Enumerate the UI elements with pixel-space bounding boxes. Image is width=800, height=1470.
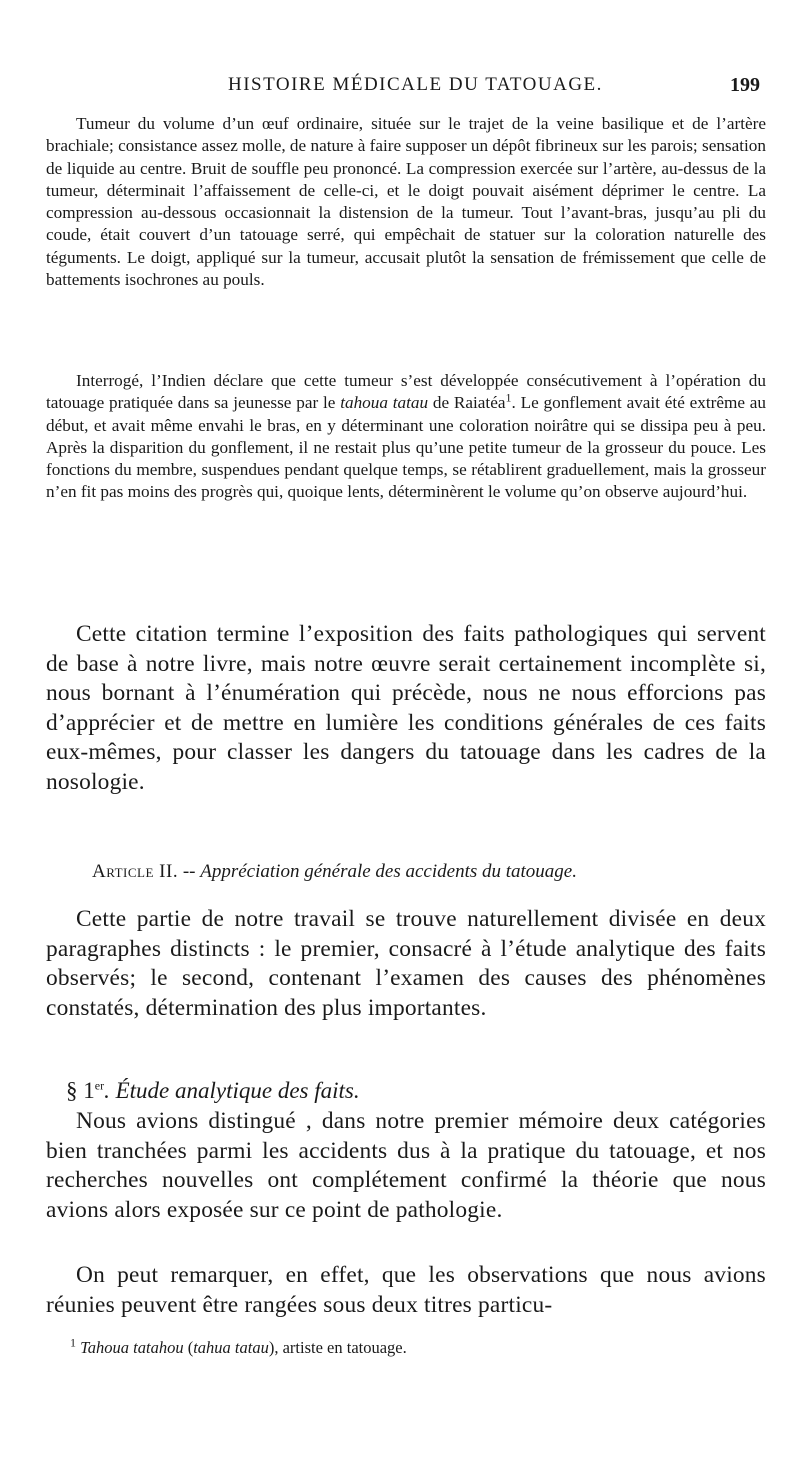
running-title: HISTOIRE MÉDICALE DU TATOUAGE. [228,74,603,95]
running-head [0,74,800,98]
section-label: Article II. [92,861,179,882]
body-paragraph-categories: Nous avions distingué , dans notre premier mémoire deux catégories bien tranchées parmi les accidents dus à la pratique du tatouage, et nos recherches nouvelles ont complétement confirmé la théorie que nous avions alors exposée sur ce point de pathologie. [46,1108,766,1223]
body-paragraph-citation: Cette citation termine l’exposition des faits pathologiques qui servent de base à notre livre, mais notre œuvre serait certainement incomplète si, nous bornant à l’énumération qui précède, nous ne nous efforcions pas d’apprécier et de mettre en lumière les conditions générales de ces faits eux-mêmes, pour classer les dangers du tatouage dans les cadres de la nosologie. [46,621,766,795]
footnote-italic-2: tahua tatau [193,1338,269,1357]
footnote-italic-1: Tahoua tatahou [80,1338,184,1357]
paragraph-2-italic-term: tahoua tatau [340,393,429,413]
footnote-reference: 1 [505,390,512,405]
footnote [70,1335,407,1358]
footnote-number: 1 [70,1335,76,1350]
footnote-middle: ( [183,1338,194,1357]
subsection-mark-sup: er [94,1078,105,1093]
section-title: Appréciation générale des accidents du tatouage. [200,861,577,882]
page-number: 199 [730,74,760,96]
observation-paragraph-2 [46,370,766,504]
subsection-mark: § 1 [66,1078,95,1103]
body-paragraph-observations: On peut remarquer, en effet, que les observations que nous avions réunies peuvent être rangées sous deux titres particu- [46,1262,766,1318]
observation-paragraph-1: Tumeur du volume d’un œuf ordinaire, située sur le trajet de la veine basilique et de l’artère brachiale; consistance assez molle, de nature à faire supposer un dépôt fibrineux sur les parois; sensation de liquide au centre. Bruit de souffle peu prononcé. La compression exercée sur l’artère, au-dessus de la tumeur, déterminait l’affaissement de celle-ci, et le doigt pouvait aisément déprimer le centre. La compression au-dessous occasionnait la distension de la tumeur. Tout l’avant-bras, jusqu’au pli du coude, était couvert d’un tatouage serré, qui empêchait de statuer sur la coloration naturelle des téguments. Le doigt, appliqué sur la tumeur, accusait plutôt la sensation de frémissement que celle de battements isochrones au pouls. [46,114,766,290]
paragraph-2-part-1: Interrogé, l’Indien déclare que cette tumeur s’est développée consécutivement à l’opération du tatouage pratiquée dans sa jeunesse par le [46,371,766,413]
subsection-heading [66,1078,360,1104]
body-paragraph-division: Cette partie de notre travail se trouve naturellement divisée en deux paragraphes distincts : le premier, consacré à l’étude analytique des faits observés; le second, contenant l’examen des causes des phénomènes constatés, détermination des plus importantes. [46,906,766,1021]
footnote-end: ), artiste en tatouage. [268,1338,407,1357]
paragraph-2-part-2: de Raiatéa [428,393,506,413]
paragraph-2-part-3: . Le gonflement avait été extrême au début, et avait même envahi le bras, en y déterminant une coloration noirâtre qui se dissipa peu à peu. Après la disparition du gonflement, il ne restait plus qu’une petite tumeur de la grosseur du pouce. Les fonctions du membre, suspendues pendant quelque temps, se rétablirent graduellement, mais la grosseur n’en fit pas moins des progrès qui, quoique lents, déterminèrent le volume qu’on observe aujourd’hui. [46,393,767,502]
section-dash: -- [178,861,201,882]
subsection-title: . Étude analytique des faits. [104,1078,360,1103]
section-heading [92,861,577,883]
